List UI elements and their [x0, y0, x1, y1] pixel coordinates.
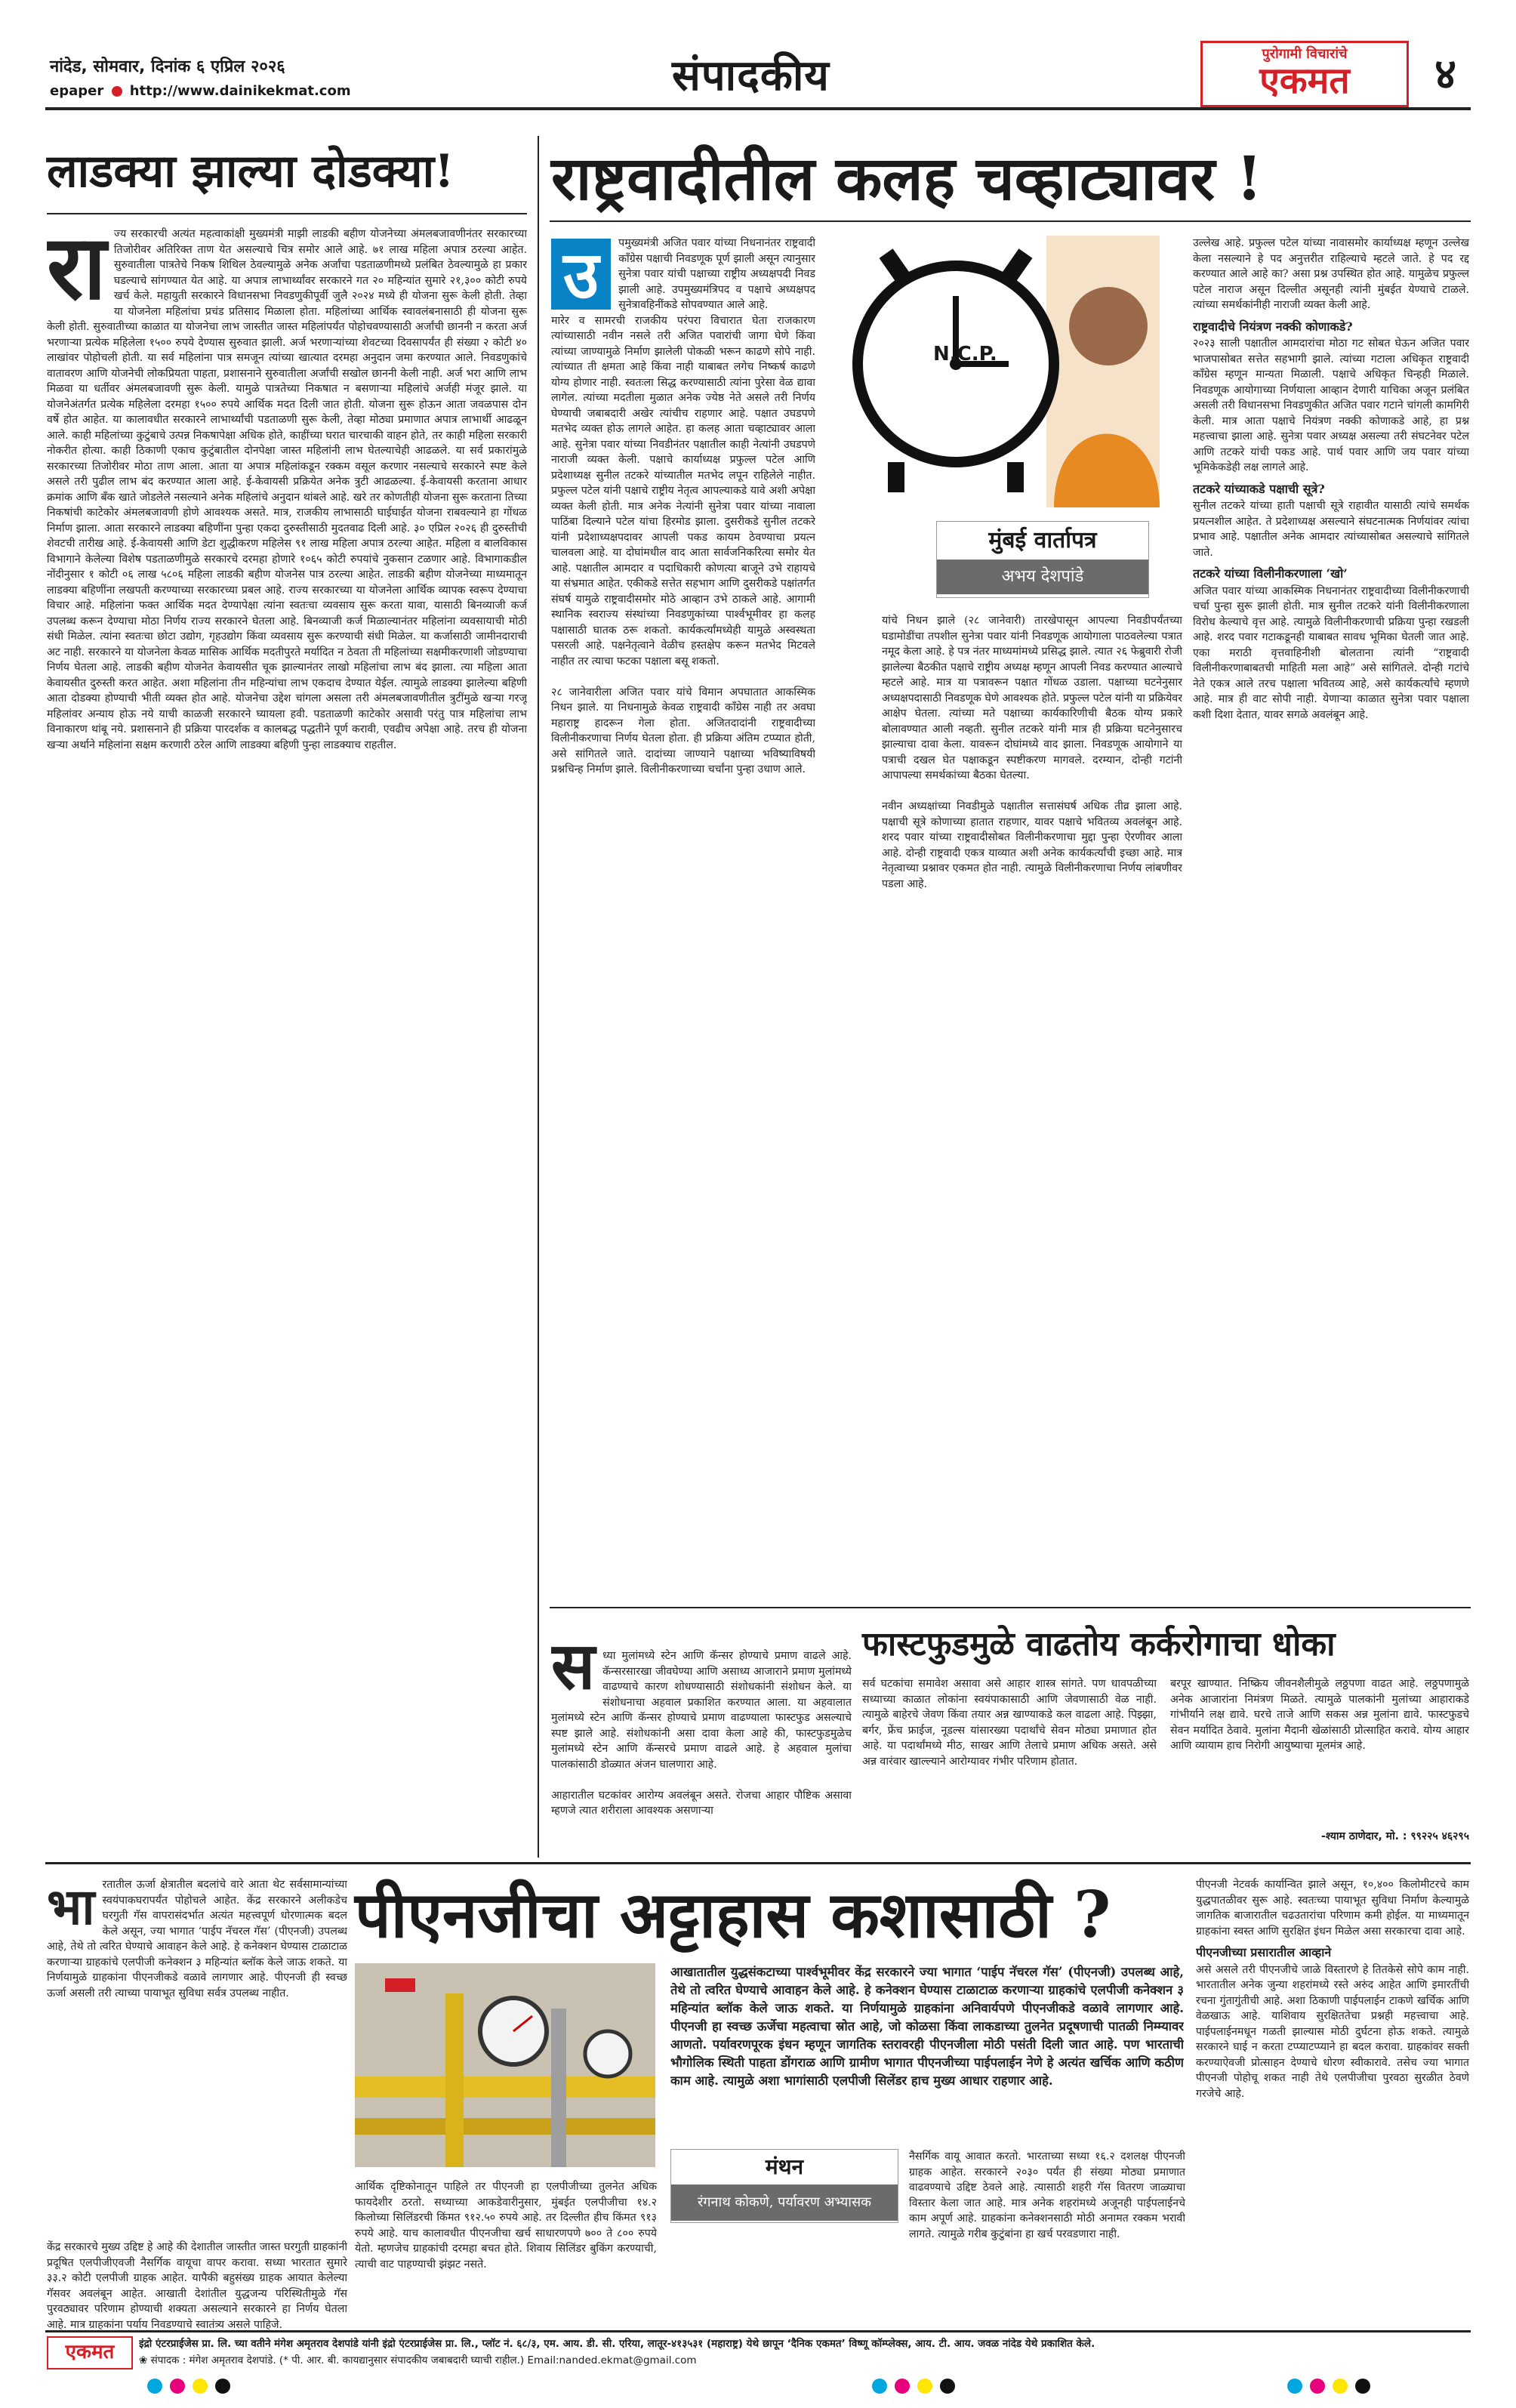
registration-marks-right [1283, 2379, 1374, 2397]
column-name: मुंबई वार्तापत्र [988, 527, 1097, 553]
left-body-text: ज्य सरकारची अत्यंत महत्वाकांक्षी मुख्यमंत्री माझी लाडकी बहीण योजनेच्या अंमलबजावणीनंतर सरकारच्या तिजोरीवर अतिरिक्त ताण येत असल्याचे चित्र समोर आले आहे. ७१ लाख महिला अपात्र ठरल्या आहेत. सुरुवातीला पात्रतेचे निकष शिथिल ठेवल्यामुळे अनेक अर्जांचा पडताळणीमध्ये प्रलंबित ठेवल्यामुळे हा प्रकार घडल्याचे सांगण्यात येत आहे. या अपात्र लाभार्थ्यांवर सरकारने गत २० महिन्यांत सुमारे २१,३०० कोटी रुपये खर्च केले. महायुती सरकारने विधानसभा निवडणुकीपूर्वी जुलै २०२४ मध्ये ही योजना सुरू केली होती. तेव्हा या योजनेला महिलांचा प्रचंड प्रतिसाद मिळाला होता. महिलांच्या आर्थिक स्वावलंबनासाठी ही योजना सुरू केली होती. सुरुवातीच्या काळात या योजनेचा लाभ जास्तीत जास्त महिलांपर्यंत पोहोचवण्यासाठी अर्जांची छाननी न करता अर्ज भरणाऱ्या प्रत्येक महिलेला १५०० रुपये देण्यास सुरुवात झाली. अर्ज भरणाऱ्यांच्या शेवटच्या दिवसापर्यंत ही संख्या २ कोटी ४० लाखांवर पोहोचली होती. या सर्व महिलांना पात्र समजून त्यांच्या खात्यात दरमहा अनुदान जमा करण्यात आले. निवडणुकांचे वातावरण आणि योजनेची लोकप्रियता पाहता, प्रशासनाने सुरुवातीला अर्जांची सखोल छाननी केली नाही. अर्ज भरा आणि लाभ मिळवा या धर्तीवर अंमलबजावणी सुरू केली. यामुळे पात्रतेच्या निकषात न बसणाऱ्या महिलांचे अर्जही मंजूर झाले. या योजनेअंतर्गत प्रत्येक महिलेला दरमहा १५०० रुपये आर्थिक मदत दिली जात होती. योजना सुरू होऊन आता जवळपास दोन वर्षे होत आहेत. या कालावधीत सरकारने लाभार्थ्यांची पडताळणी सुरू केली, तेव्हा मोठ्या प्रमाणात अपात्र लाभार्थी आढळून आले. काही महिलांच्या कुटुंबाचे उत्पन्न निकषापेक्षा अधिक होते, काहींच्या घरात चारचाकी वाहन होते, तर काही महिला सरकारी नोकरीत होत्या. काही ठिकाणी एकाच कुटुंबातील दोनपेक्षा जास्त महिलांनी लाभ घेतल्याचेही आढळले. या सर्व प्रकारांमुळे सरकारच्या तिजोरीवर मोठा ताण आला. आता या अपात्र महिलांकडून रक्कम वसूल करणार नसल्याचे सरकारने स्पष्ट केले असले तरी पुढील लाभ बंद करण्यात आला आहे. ई-केवायसी प्रक्रियेत अनेक त्रुटी आढळल्या. ई-केवायसी करताना आधार क्रमांक आणि बँक खाते जोडलेले नसल्याने अनेक महिलांचे अनुदान थांबले आहे. खरे तर कोणतीही योजना सुरू करताना तिच्या निकषांची काटेकोर अंमलबजावणी होणे आवश्यक असते. मात्र, राजकीय लाभासाठी घाईघाईत योजना राबवल्याने हा गोंधळ निर्माण झाला. आता सरकारने लाडक्या बहिणींना पुन्हा एकदा दुरुस्तीसाठी मुदतवाढ दिली आहे. ३० एप्रिल २०२६ ही दुरुस्तीची शेवटची तारीख आहे. ई-केवायसी आणि डेटा शुद्धीकरण महिलेस ९१ लाख महिला अपात्र ठरल्या आहेत. महिला व बालविकास विभागाने केलेल्या विशेष पडताळणीमुळे सरकारचे दरमहा होणारे १०६५ कोटी रुपयांचे नुकसान टळणार आहे. विभागाकडील नोंदीनुसार १ कोटी ०६ लाख ५८०६ महिला लाडकी बहीण योजनेस पात्र ठरल्या आहेत. लाडकी बहीण योजनेच्या माध्यमातून लाडक्या बहिणींना लखपती करण्याच्या सरकारच्या प्रबल आहे. राज्य सरकारच्या या योजनेला आर्थिक व्यापक स्वरूप देण्याचा विचार आहे. महिलांना फक्त आर्थिक मदत देण्यापेक्षा त्यांना स्वतःचा व्यवसाय सुरू करता यावा, यासाठी बिनव्याजी कर्ज उपलब्ध करून देण्याचा मोठा निर्णय राज्य सरकारने घेतला आहे. बिनव्याजी कर्ज मिळाल्यानंतर महिलांना व्यवसायाची मोठी संधी मिळेल. त्यांना स्वतःचा छोटा उद्योग, गृहउद्योग किंवा व्यवसाय सुरू करण्याची संधी मिळेल. या कर्जासाठी जामीनदाराची अट नाही. सरकारने या योजनेला केवळ मासिक आर्थिक मदतीपुरते मर्यादित न ठेवता ती महिलांच्या सक्षमीकरणाशी जोडण्याचा निर्णय घेतला आहे. लाडकी बहीण योजनेत केवायसीत चूक झाल्यानंतर लाखो महिलांचा लाभ बंद झाला. त्या महिला आता केवायसीत दुरुस्ती करत आहेत. अशा महिलांना तीन महिन्यांचा लाभ एकदाच देण्यात येईल. त्यामुळे लाडक्या झालेल्या बहिणी आता दोडक्या होण्याची भीती व्यक्त होत आहे. योजनेचा उद्देश चांगला असला तरी अंमलबजावणीतील त्रुटींमुळे खऱ्या गरजू महिलांवर अन्याय होऊ नये याची काळजी सरकारने घ्यायला हवी. पडताळणी काटेकोर असावी परंतु पात्र महिलांचा लाभ विनाकारण थांबू नये. प्रशासनाने ही प्रक्रिया पारदर्शक व कालबद्ध पद्धतीने पूर्ण करावी, एवढीच अपेक्षा आहे. तरच ही योजना खऱ्या अर्थाने महिलांना सक्षम करणारी ठरेल आणि लाडक्या बहिणी पुन्हा लाडक्याच राहतील. [47, 228, 527, 751]
main-col3-text-3: सुनील तटकरे यांच्या हाती पक्षाची सूत्रे राहावीत यासाठी त्यांचे समर्थक प्रयत्नशील आहेत. ते प्रदेशाध्यक्ष असल्याने संघटनात्मक निर्णयांवर त्यांचा प्रभाव आहे. पक्षातील अनेक आमदार त्यांच्यासोबत असल्याचे सांगितले जाते. [1193, 500, 1469, 559]
left-editorial-body [47, 227, 527, 1782]
footer-imprint-2: ❀ संपादक : मंगेश अमृतराव देशपांडे. (* पी. आर. बी. कायद्यानुसार संपादकीय जबाबदारी घ्याची राहील.) Email:nanded.ekmat@gmail.com [139, 2354, 697, 2366]
footer-imprint-1: इंद्रो एंटरप्राईजेस प्रा. लि. च्या वतीने मंगेश अमृतराव देशपांडे यांनी इंद्रो एंटरप्राईजेस प्रा. लि., प्लॉट नं. ६८/३, एम. आय. डी. सी. एरिया, लातूर-४१३५३१ (महाराष्ट्र) येथे छापून ‘दैनिक एकमत’ विष्णू कॉम्प्लेक्स, आय. टी. आय. जवळ नांदेड येथे प्रकाशित केले. [139, 2338, 1095, 2350]
png-dropcap: भा [47, 1877, 95, 1936]
reg-dot-black [215, 2379, 230, 2394]
reg-dot-black [1355, 2379, 1370, 2394]
section-title: संपादकीय [672, 51, 830, 100]
main-col3-text-4: अजित पवार यांच्या आकस्मिक निधनानंतर राष्ट्रवादीच्या विलीनीकरणाची चर्चा पुन्हा सुरू झाली होती. मात्र सुनील तटकरे यांनी विलीनीकरणाला विरोध केल्याचे वृत्त आहे. त्यामुळे विलीनीकरणाची प्रक्रिया पुन्हा रखडली आहे. शरद पवार गटाकडूनही याबाबत सावध भूमिका घेतली जात आहे. एका मराठी वृत्तवाहिनीशी बोलताना त्यांनी “राष्ट्रवादी विलीनीकरणाबाबतची माहिती मला आहे” असे सांगितले. दोन्ही गटांचे नेते एकत्र आले तरच पक्षाला भवितव्य आहे, असे कार्यकर्त्यांचे म्हणणे आहे. मात्र ही वाट सोपी नाही. येणाऱ्या काळात सुनेत्रा पवार पक्षाला कशी दिशा देतात, यावर सगळे अवलंबून आहे. [1193, 584, 1469, 721]
cancer-byline: -श्याम ठाणेदार, मो. : ९९२२५ ४६२९५ [1321, 1830, 1469, 1842]
main-col2-body: यांचे निधन झाले (२८ जानेवारी) तारखेपासून आपल्या निवडीपर्यंतच्या घडामोडींचा तपशील सुनेत्रा पवार यांनी निवडणूक आयोगाला पाठवलेल्या पत्रात नमूद केला आहे. हे पत्र नंतर माध्यमांमध्ये प्रसिद्ध झाले. त्यात २६ फेब्रुवारी रोजी झालेल्या बैठकीत पक्षाचे राष्ट्रीय अध्यक्ष म्हणून आपली निवड करण्यात आल्याचे म्हटले आहे. मात्र या पत्रावरून पक्षात गोंधळ उडाला. पक्षाच्या घटनेनुसार अध्यक्षपदासाठी निवडणूक घेणे आवश्यक होते. प्रफुल्ल पटेल यांनी या प्रक्रियेवर आक्षेप घेतला. त्यांच्या मते पक्षाच्या कार्यकारिणीची बैठक योग्य प्रकारे बोलावण्यात आली नव्हती. सुनील तटकरे यांनी मात्र ही प्रक्रिया घटनेनुसारच झाल्याचा दावा केला. यावरून दोघांमध्ये वाद झाला. निवडणूक आयोगाने या पत्राची दखल घेत पक्षाकडून स्पष्टीकरण मागवले. दरम्यान, दोन्ही गटांनी आपापल्या समर्थकांच्या बैठका घेतल्या. नवीन अध्यक्षांच्या निवडीमुळे पक्षातील सत्तासंघर्ष अधिक तीव्र झाला आहे. पक्षाची सूत्रे कोणाच्या हातात राहणार, यावर पक्षाचे भवितव्य अवलंबून आहे. शरद पवार यांच्या राष्ट्रवादीसोबत विलीनीकरणाचा मुद्दा पुन्हा ऐरणीवर आला आहे. दोन्ही राष्ट्रवादी एकत्र याव्यात अशी अनेक कार्यकर्त्यांची इच्छा आहे. मात्र नेतृत्वाच्या प्रश्नावर एकमत होत नाही. त्यामुळे विलीनीकरणाचा निर्णय लांबणीवर पडला आहे. [882, 615, 1182, 890]
reg-dot-yellow [193, 2379, 208, 2394]
manthan-box [670, 2149, 898, 2223]
epaper-link[interactable] [50, 83, 351, 99]
png-col-c-text: पीएनजी नेटवर्क कार्यान्वित झाले असून, १०,४०० किलोमीटरचे काम युद्धपातळीवर सुरू आहे. स्वतःच्या पायाभूत सुविधा निर्माण केल्यामुळे जागतिक बाजारातील चढउतारांचा परिणाम कमी होईल. या माध्यमातून ग्राहकांना स्वस्त आणि सुरक्षित इंधन मिळेल असा सरकारचा दावा आहे. [1196, 1879, 1469, 1938]
png-left-col [47, 1877, 347, 2232]
manthan-author: रंगनाथ कोकणे, पर्यावरण अभ्यासक [671, 2184, 898, 2221]
nyay-photo-area [827, 236, 1160, 507]
logo-text: एकमत [1259, 60, 1350, 102]
reg-dot-cyan [1287, 2379, 1302, 2394]
png-col-a: आर्थिक दृष्टिकोनातून पाहिले तर पीएनजी हा एलपीजीच्या तुलनेत अधिक फायदेशीर ठरतो. सध्याच्या आकडेवारीनुसार, मुंबईत एलपीजीचा १४.२ किलोच्या सिलिंडरची किंमत ९१२.५० रुपये आहे. तर दिल्लीत हीच किंमत ९१३ रुपये आहे. याच कालावधीत पीएनजीचा खर्च साधारणपणे ७०० ते ८०० रुपये येतो. म्हणजेच ग्राहकांची दरमहा बचत होते. शिवाय सिलिंडर बुकिंग करण्याची, त्याची वाट पाहण्याची झंझट नसते. [355, 2181, 657, 2271]
footer-logo-text: एकमत [65, 2341, 115, 2363]
registration-marks-left [143, 2379, 234, 2397]
ncp-clock-label: N.C.P. [933, 343, 997, 365]
dateline: नांदेड, सोमवार, दिनांक ६ एप्रिल २०२६ [50, 57, 285, 76]
left-headline-rule [47, 213, 527, 214]
main-col3-subhead-1: राष्ट्रवादीचे नियंत्रण नक्की कोणाकडे? [1193, 319, 1353, 334]
reg-dot-magenta [170, 2379, 185, 2394]
main-col3-text: उल्लेख आहे. प्रफुल्ल पटेल यांच्या नावासमोर कार्याध्यक्ष म्हणून उल्लेख केला नसल्याने हे पद अनुत्तरीत राहिल्याचे म्हटले जाते. हे पद रद्द करण्यात आले आहे का? असा प्रश्न उपस्थित होत आहे. यामुळेच प्रफुल्ल पटेल नाराज असून दिल्लीत असूनही त्यांनी मुंबईत येण्याचे टाळले. त्यांच्या समर्थकांनीही नाराजी व्यक्त केली आहे. [1193, 237, 1469, 311]
column-author: अभय देशपांडे [937, 560, 1148, 594]
png-col-c [1196, 1877, 1469, 2391]
reg-dot-yellow [917, 2379, 932, 2394]
person-portrait-icon [1069, 287, 1148, 365]
png-photo [355, 1963, 655, 2167]
main-col3-subhead-2: तटकरे यांच्याकडे पक्षाची सूत्रे? [1193, 481, 1325, 496]
page-number: ४ [1434, 49, 1457, 99]
left-column-divider [538, 136, 539, 1858]
main-col3-subhead-3: तटकरे यांच्या विलीनीकरणाला ‘खो’ [1193, 566, 1348, 581]
left-dropcap: रा [47, 227, 106, 319]
reg-dot-black [940, 2379, 955, 2394]
pressure-gauge-icon-2 [585, 2031, 630, 2077]
manthan-column-name: मंथन [765, 2154, 804, 2179]
main-headline: राष्ट्रवादीतील कलह चव्हाट्यावर ! [551, 143, 1263, 214]
reg-dot-cyan [147, 2379, 162, 2394]
main-col1-intro: पमुख्यमंत्री अजित पवार यांच्या निधनानंतर राष्ट्रवादी काँग्रेस पक्षाची निवडणूक पूर्ण झाली असून त्यानुसार सुनेत्रा पवार यांची पक्षाच्या राष्ट्रीय अध्यक्षपदी निवड झाली आहे. उपमुख्यमंत्रिपद व पक्षाचे अध्यक्षपद सुनेत्रावहिनींकडे सोपवण्यात आले आहे. [618, 237, 815, 311]
png-top-rule [45, 1862, 1471, 1864]
cancer-headline: फास्टफुडमुळे वाढतोय कर्करोगाचा धोका [862, 1625, 1336, 1663]
lower-left-body [551, 1617, 852, 1844]
png-left-text: रतातील ऊर्जा क्षेत्रातील बदलांचे वारे आता थेट सर्वसामान्यांच्या स्वयंपाकघरापर्यंत पोहोचले आहेत. केंद्र सरकारने अलीकडेच घरगुती गॅस वापरासंदर्भात अत्यंत महत्त्वपूर्ण धोरणात्मक बदल केले असून, ज्या भागात ‘पाईप नॅचरल गॅस’ (पीएनजी) उपलब्ध आहे, तेथे तो त्वरित घेण्याचे आवाहन केले आहे. हे कनेक्शन घेण्यास टाळाटाळ करणाऱ्या ग्राहकांचे एलपीजी कनेक्शन ३ महिन्यांत ब्लॉक केले जाऊ शकते. या निर्णयामुळे ग्राहकांना पीएनजीकडे वळावे लागणार आहे. पीएनजी ही स्वच्छ ऊर्जा असली तरी त्याच्या पायाभूत सुविधा सर्वत्र उपलब्ध नाहीत. [47, 1879, 347, 1999]
main-col1-text: मारेर व सामरची राजकीय परंपरा विचारात घेता राजकारण त्यांच्यासाठी नवीन नसले तरी अजित पवारांची जागा घेणे किंवा त्यांच्या जाण्यामुळे निर्माण झालेली पोकळी भरून काढणे सोपे नाही. त्यांच्यात ती क्षमता आहे किंवा नाही याबाबत लगेच निष्कर्ष काढणे योग्य होणार नाही. स्वतःला सिद्ध करण्यासाठी त्यांना पुरेसा वेळ द्यावा लागेल. त्यांच्या मदतीला मुळात अनेक ज्येष्ठ नेते असले तरी निर्णय घेण्याची जबाबदारी अखेर त्यांचीच राहणार आहे. पक्षात उघडपणे मतभेद व्यक्त होऊ लागले आहेत. हा कलह आता चव्हाट्यावर आला आहे. सुनेत्रा पवार यांच्या निवडीनंतर पक्षातील काही नेत्यांनी उघडपणे नाराजी व्यक्त केली. पक्षाचे कार्याध्यक्ष प्रफुल्ल पटेल आणि प्रदेशाध्यक्ष सुनील तटकरे यांच्यातील मतभेद लपून राहिलेले नाहीत. प्रफुल्ल पटेल यांनी पक्षाचे राष्ट्रीय नेतृत्व आपल्याकडे यावे अशी अपेक्षा व्यक्त केली होती. मात्र अनेक नेत्यांनी सुनेत्रा पवार यांच्या नावाला पाठिंबा दिल्याने पटेल यांचा हिरमोड झाला. दुसरीकडे सुनील तटकरे यांनी प्रदेशाध्यक्षपदावर आपली पकड कायम ठेवण्याचा प्रयत्न चालवला आहे. या दोघांमधील वाद आता सार्वजनिकरित्या समोर येत आहे. पक्षातील आमदार व पदाधिकारी कोणत्या बाजूने उभे राहायचे या संभ्रमात आहेत. एकीकडे सत्तेत सहभाग आणि दुसरीकडे पक्षांतर्गत संघर्ष यामुळे राष्ट्रवादीसमोर मोठे आव्हान उभे ठाकले आहे. आगामी स्थानिक स्वराज्य संस्थांच्या निवडणुकांच्या पार्श्वभूमीवर हा कलह पक्षासाठी घातक ठरू शकतो. कार्यकर्त्यांमध्येही यामुळे अस्वस्थता पसरली आहे. पक्षनेतृत्वाने वेळीच हस्तक्षेप करून मतभेद मिटवले नाहीत तर त्याचा फटका पक्षाला बसू शकतो. २८ जानेवारीला अजित पवार यांचे विमान अपघातात आकस्मिक निधन झाले. या निधनामुळे केवळ राष्ट्रवादी काँग्रेस नाही तर अवघा महाराष्ट्र हादरून गेला होता. अजितदादांनी राष्ट्रवादीच्या विलीनीकरणाचा निर्णय घेतला होता. ही प्रक्रिया अंतिम टप्प्यात होती, असे सांगितले जाते. दादांच्या जाण्याने पक्षाच्या भविष्याविषयी प्रश्नचिन्ह निर्माण झाले. विलीनीकरणाच्या चर्चांना पुन्हा उधाण आले. [551, 314, 815, 775]
footer-rule [45, 2330, 1471, 2332]
main-col1-body [551, 236, 815, 1595]
png-col-c-text-2: असे असले तरी पीएनजीचे जाळे विस्तारणे हे तितकेसे सोपे काम नाही. भारतातील अनेक जुन्या शहरांमध्ये रस्ते अरुंद आहेत आणि इमारतींची रचना गुंतागुंतीची आहे. अशा ठिकाणी पाईपलाईन टाकणे खर्चिक आणि वेळखाऊ आहे. याशिवाय सुरक्षिततेचा प्रश्नही महत्त्वाचा आहे. पाईपलाईनमधून गळती झाल्यास मोठी दुर्घटना होऊ शकते. त्यामुळे सरकारने घाई न करता टप्प्याटप्प्याने हा बदल करावा. ग्राहकांवर सक्ती करण्याऐवजी प्रोत्साहन देण्याचे धोरण स्वीकारावे. तसेच ज्या भागात पीएनजी पोहोचू शकत नाही तेथे एलपीजीचा पुरवठा सुरळीत ठेवणे गरजेचे आहे. [1196, 1963, 1469, 2100]
epaper-label: epaper [50, 83, 104, 99]
ncp-graphic [827, 236, 1160, 507]
reg-dot-magenta [895, 2379, 910, 2394]
main-col3-body [1193, 236, 1469, 1595]
reg-dot-cyan [872, 2379, 887, 2394]
reg-dot-yellow [1333, 2379, 1348, 2394]
main-headline-rule [550, 220, 1471, 222]
main-col3-text-2: २०२३ साली पक्षातील आमदारांचा मोठा गट सोबत घेऊन अजित पवार भाजपासोबत सत्तेत सहभागी झाले. त्यांच्या गटाला अधिकृत राष्ट्रवादी काँग्रेस म्हणून मान्यता मिळाली. पक्षाचे अधिकृत चिन्हही मिळाले. निवडणूक आयोगाच्या निर्णयाला आव्हान देणारी याचिका अजून प्रलंबित असली तरी विधानसभा निवडणुकीत अजित पवार गटाने चांगली कामगिरी केली. मात्र आता पक्षाचे नियंत्रण नक्की कोणाकडे आहे, हा प्रश्न महत्त्वाचा झाला आहे. सुनेत्रा पवार अध्यक्ष असल्या तरी संघटनेवर पटेल आणि तटकरे यांची पकड आहे. पार्थ पवार आणि जय पवार यांच्या भूमिकेकडेही लक्ष लागले आहे. [1193, 338, 1469, 473]
gas-pipe-image [355, 1963, 655, 2167]
png-lead: आखातातील युद्धसंकटाच्या पार्श्वभूमीवर केंद्र सरकारने ज्या भागात ‘पाईप नॅचरल गॅस’ (पीएनजी) उपलब्ध आहे, तेथे तो त्वरित घेण्याचे आवाहन केले आहे. हे कनेक्शन घेण्यास टाळाटाळ करणाऱ्या ग्राहकांचे एलपीजी कनेक्शन ३ महिन्यांत ब्लॉक केले जाऊ शकते. या निर्णयामुळे ग्राहकांना अनिवार्यपणे पीएनजीकडे वळावे लागणार आहे. पीएनजी हा स्वच्छ ऊर्जेचा महत्वाचा स्रोत आहे, जो कोळसा किंवा लाकडाच्या तुलनेत प्रदूषणाची पातळी निम्म्यावर आणतो. पर्यावरणपूरक इंधन म्हणून जागतिक स्तरावरही पीएनजीला मोठी पसंती दिली जात आहे. पण भारताची भौगोलिक स्थिती पाहता डोंगराळ आणि ग्रामीण भागात पीएनजीच्या पाईपलाईन नेणे हे अत्यंत खर्चिक आणि कठीण काम आहे. त्यामुळे अशा भागांसाठी एलपीजी सिलेंडर हाच मुख्य आधार राहणार आहे. [670, 1965, 1184, 2088]
cancer-col2: बरपूर खाण्यात. निष्क्रिय जीवनशैलीमुळे लठ्ठपणा वाढत आहे. लठ्ठपणामुळे अनेक आजारांना निमंत्रण मिळते. त्यामुळे पालकांनी मुलांच्या आहाराकडे गांभीर्याने लक्ष द्यावे. घरचे ताजे आणि सकस अन्न मुलांना द्यावे. फास्टफुडचे सेवन मर्यादित ठेवावे. मुलांना मैदानी खेळांसाठी प्रोत्साहित करावे. योग्य आहार आणि व्यायाम हाच निरोगी आयुष्याचा मूलमंत्र आहे. [1170, 1678, 1469, 1752]
logo-tagline: पुरोगामी विचारांचे [1262, 46, 1348, 62]
cancer-col1: सर्व घटकांचा समावेश असावा असे आहार शास्त्र सांगते. पण धावपळीच्या सध्याच्या काळात लोकांना स्वयंपाकासाठी आणि जेवणासाठी वेळ नाही. त्यामुळे बाहेरचे जेवण किंवा तयार अन्न खाण्याकडे कल वाढला आहे. पिझ्झा, बर्गर, फ्रेंच फ्राईज, नूडल्स यांसारख्या पदार्थांचे सेवन मोठ्या प्रमाणात होत आहे. या पदार्थांमध्ये मीठ, साखर आणि तेलाचे प्रमाण अधिक असते. असे अन्न वारंवार खाल्ल्याने आरोग्यावर गंभीर परिणाम होतात. [862, 1678, 1157, 1768]
reg-dot-magenta [1310, 2379, 1325, 2394]
png-col-c-subhead: पीएनजीच्या प्रसारातील आव्हाने [1196, 1945, 1332, 1959]
epaper-icon [112, 86, 122, 97]
ekmat-logo [1200, 41, 1409, 107]
main-bottom-rule [550, 1607, 1471, 1608]
masthead-rule [45, 107, 1471, 110]
column-box [936, 521, 1149, 598]
png-headline: पीएनजीचा अट्टाहास कशासाठी ? [355, 1877, 1111, 1952]
registration-marks-center [868, 2379, 959, 2397]
left-editorial-headline: लाडक्या झाल्या दोडक्या! [47, 145, 454, 198]
lower-left-text: ध्या मुलांमध्ये स्टेन आणि कॅन्सर होण्याचे प्रमाण वाढले आहे. कॅन्सरसारखा जीवघेण्या आणि असाध्य आजाराने प्रमाण मुलांमध्ये वाढण्याचे कारण शोधण्यासाठी संशोधकांनी संशोधन केले. या संशोधनाचा अहवाल प्रकाशित करण्यात आला. या अहवालात मुलांमध्ये स्टेन आणि कॅन्सर होण्याचे प्रमाण वाढण्याला फास्टफुड असल्याचे स्पष्ट झाले आहे. संशोधकांनी असा दावा केला आहे की, फास्टफुडमुळेच मुलांमध्ये स्टेन आणि कॅन्सरचे प्रमाण वाढले आहे. हे अहवाल मुलांचा पालकांसाठी डोळ्यात अंजन घालणारा आहे. आहारातील घटकांवर आरोग्य अवलंबून असते. रोजचा आहार पौष्टिक असावा म्हणजे त्यात शरीराला आवश्यक असणाऱ्या [551, 1650, 852, 1817]
epaper-url: http://www.dainikekmat.com [129, 83, 351, 99]
footer-logo [47, 2336, 133, 2369]
png-left-col-2: केंद्र सरकारचे मुख्य उद्दिष्ट हे आहे की देशातील जास्तीत जास्त घरगुती ग्राहकांनी प्रदूषित एलपीजीएवजी नैसर्गिक वायूचा वापर करावा. सध्या भारतात सुमारे ३३.२ कोटी एलपीजी ग्राहक आहेत. यापैकी बहुसंख्य ग्राहक आयात केलेल्या गॅसवर अवलंबून आहेत. आखाती देशांतील युद्धजन्य परिस्थितीमुळे गॅस पुरवठ्यावर परिणाम होण्याची शक्यता असल्याने सरकारने हा निर्णय घेतला आहे. मात्र ग्राहकांना पर्याय निवडण्याचे स्वातंत्र्य असले पाहिजे. [47, 2241, 347, 2331]
lower-dropcap: स [551, 1627, 596, 1704]
main-dropcap: उ [551, 239, 611, 310]
png-col-b: नैसर्गिक वायू आवात करतो. भारताच्या सध्या १६.२ दशलक्ष पीएनजी ग्राहक आहेत. सरकारने २०३० पर्यंत ही संख्या मोठ्या प्रमाणात वाढवण्याचे उद्दिष्ट ठेवले आहे. त्यासाठी शहरी गॅस वितरण जाळ्याचा विस्तार केला जात आहे. मात्र अनेक शहरांमध्ये अजूनही पाईपलाईनचे काम अपूर्ण आहे. ग्राहकांना कनेक्शनसाठी मोठी अनामत रक्कम भरावी लागते. त्यामुळे गरीब कुटुंबांना हा खर्च परवडणारा नाही. [909, 2151, 1185, 2240]
